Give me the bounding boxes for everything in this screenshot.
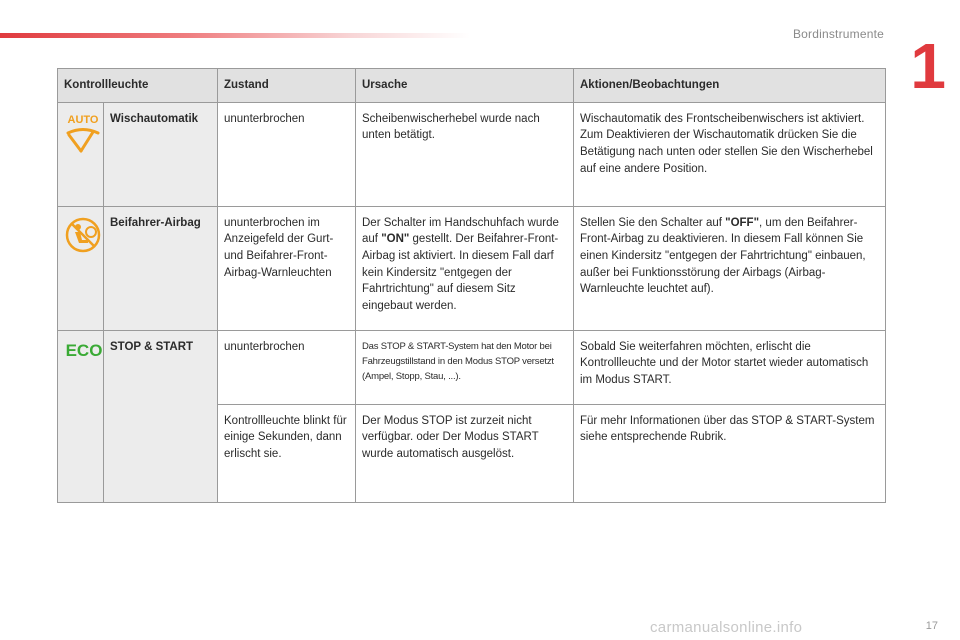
- eco-icon-text: ECO: [65, 340, 103, 360]
- header-kontrollleuchte: Kontrollleuchte: [58, 69, 218, 103]
- aktionen-cell: Wischautomatik des Frontscheibenwischers ist aktiviert. Zum Deaktivieren der Wischautomatik drücken Sie die Betätigung nach unten oder stellen Sie den Wischerhebel auf eine andere Position.: [574, 102, 886, 206]
- chapter-number: 1: [910, 30, 946, 102]
- ursache-text: Der Schalter im Handschuhfach wurde auf: [362, 216, 559, 246]
- aktionen-cell: Für mehr Informationen über das STOP & START-System siehe entsprechende Rubrik.: [574, 404, 886, 502]
- ursache-cell: Scheibenwischerhebel wurde nach unten betätigt.: [356, 102, 574, 206]
- light-name: STOP & START: [104, 330, 218, 502]
- eco-icon: [64, 339, 103, 361]
- ursache-cell: Der Modus STOP ist zurzeit nicht verfügbar. oder Der Modus START wurde automatisch ausgelöst.: [356, 404, 574, 502]
- header-zustand: Zustand: [218, 69, 356, 103]
- passenger-airbag-off-icon: [64, 215, 97, 255]
- icon-cell: [58, 206, 104, 330]
- ursache-cell: [356, 206, 574, 330]
- on-label: "ON": [381, 233, 410, 246]
- aktionen-cell: [574, 206, 886, 330]
- ursache-cell: Das STOP & START-System hat den Motor bei Fahrzeugstillstand in den Modus STOP versetzt (Ampel, Stopp, Stau, ...).: [356, 330, 574, 404]
- section-title: Bordinstrumente: [792, 27, 884, 41]
- icon-cell: [58, 102, 104, 206]
- table-row: [58, 102, 886, 206]
- page-number: 17: [925, 620, 938, 632]
- aktionen-text: Stellen Sie den Schalter auf: [580, 216, 726, 229]
- aktionen-cell: Sobald Sie weiterfahren möchten, erlischt die Kontrollleuchte und der Motor startet wieder automatisch im Modus START.: [574, 330, 886, 404]
- watermark: carmanualsonline.info: [650, 619, 803, 636]
- header-accent-bar: [0, 33, 470, 38]
- svg-text:AUTO: AUTO: [67, 113, 99, 126]
- off-label: "OFF": [725, 216, 760, 229]
- zustand-cell: ununterbrochen im Anzeigefeld der Gurt- und Beifahrer-Front-Airbag-Warnleuchten: [218, 206, 356, 330]
- zustand-cell: Kontrollleuchte blinkt für einige Sekunden, dann erlischt sie.: [218, 404, 356, 502]
- header-ursache: Ursache: [356, 69, 574, 103]
- wiper-auto-icon: [64, 111, 97, 155]
- icon-cell: [58, 330, 104, 502]
- table-header-row: [58, 69, 886, 103]
- aktionen-text: , um den Beifahrer-Front-Airbag zu deaktivieren. In diesem Fall können Sie einen Kindersitz "entgegen der Fahrtrichtung" einbauen, außer bei Funktionsstörung der Airbags (Airbag-Warnleuchte leuchtet auf).: [580, 216, 866, 296]
- ursache-text: gestellt. Der Beifahrer-Front-Airbag ist aktiviert. In diesem Fall darf kein Kindersitz "entgegen der Fahrtrichtung" auf diesem Sitz eingebaut werden.: [362, 233, 559, 313]
- light-name: Beifahrer-Airbag: [104, 206, 218, 330]
- light-name: Wischautomatik: [104, 102, 218, 206]
- table-row: [58, 330, 886, 404]
- table-row: [58, 206, 886, 330]
- header-aktionen: Aktionen/Beobachtungen: [574, 69, 886, 103]
- zustand-cell: ununterbrochen: [218, 102, 356, 206]
- warning-lights-table: [57, 68, 886, 503]
- zustand-cell: ununterbrochen: [218, 330, 356, 404]
